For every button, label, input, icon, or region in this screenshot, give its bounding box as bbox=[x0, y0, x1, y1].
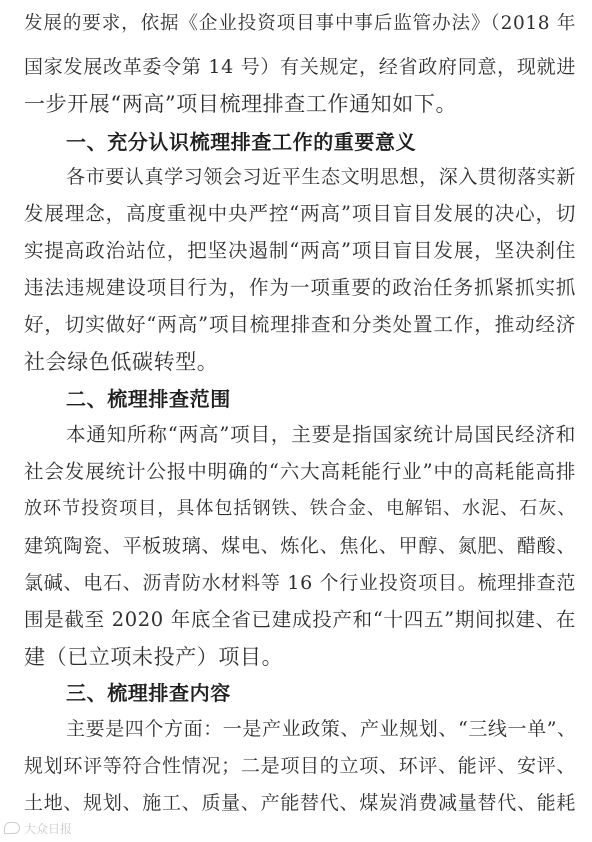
section-heading-1: 一、充分认识梳理排查工作的重要意义 bbox=[66, 130, 417, 154]
text-line-6: 发展理念，高度重视中央严控“两高”项目盲目发展的决心，切 bbox=[24, 202, 576, 225]
text-line-9: 好，切实做好“两高”项目梳理排查和分类处置工作，推动经济 bbox=[24, 313, 576, 336]
watermark bbox=[4, 818, 72, 838]
text-line-2: 国家发展改革委令第 14 号）有关规定，经省政府同意，现就进 bbox=[24, 56, 576, 78]
text-line-16: 氯碱、电石、沥青防水材料等 16 个行业投资项目。梳理排查范 bbox=[24, 572, 576, 594]
text-line-14: 放环节投资项目，具体包括钢铁、铁合金、电解铝、水泥、石灰、 bbox=[24, 498, 576, 519]
section-heading-3: 三、梳理排查内容 bbox=[66, 681, 231, 705]
text-line-17: 围是截至 2020 年底全省已建成投产和“十四五”期间拟建、在 bbox=[24, 608, 576, 631]
text-line-18: 建（已立项未投产）项目。 bbox=[24, 645, 284, 669]
text-line-5: 各市要认真学习领会习近平生态文明思想，深入贯彻落实新 bbox=[66, 166, 576, 188]
text-line-3: 一步开展“两高”项目梳理排查工作通知如下。 bbox=[24, 92, 458, 116]
text-line-8: 违法违规建设项目行为，作为一项重要的政治任务抓紧抓实抓 bbox=[24, 276, 576, 299]
text-line-22: 土地、规划、施工、质量、产能替代、煤炭消费减量替代、能耗 bbox=[24, 792, 576, 814]
watermark-text: 大众日报 bbox=[24, 821, 73, 836]
chat-bubble-icon bbox=[4, 822, 20, 834]
text-line-15: 建筑陶瓷、平板玻璃、煤电、炼化、焦化、甲醇、氮肥、醋酸、 bbox=[24, 535, 576, 557]
text-line-13: 社会发展统计公报中明确的“六大高耗能行业”中的高耗能高排 bbox=[24, 460, 576, 483]
text-line-12: 本通知所称“两高”项目，主要是指国家统计局国民经济和 bbox=[66, 423, 576, 446]
text-line-21: 规划环评等符合性情况；二是项目的立项、环评、能评、安评、 bbox=[24, 755, 576, 777]
text-line-1: 发展的要求，依据《企业投资项目事中事后监管办法》（2018 年 bbox=[24, 13, 576, 34]
text-line-7: 实提高政治站位，把坚决遏制“两高”项目盲目发展，坚决刹住 bbox=[24, 239, 576, 262]
text-line-20: 主要是四个方面：一是产业政策、产业规划、“三线一单”、 bbox=[66, 718, 577, 740]
text-line-10: 社会绿色低碳转型。 bbox=[24, 350, 219, 374]
section-heading-2: 二、梳理排查范围 bbox=[66, 387, 231, 411]
